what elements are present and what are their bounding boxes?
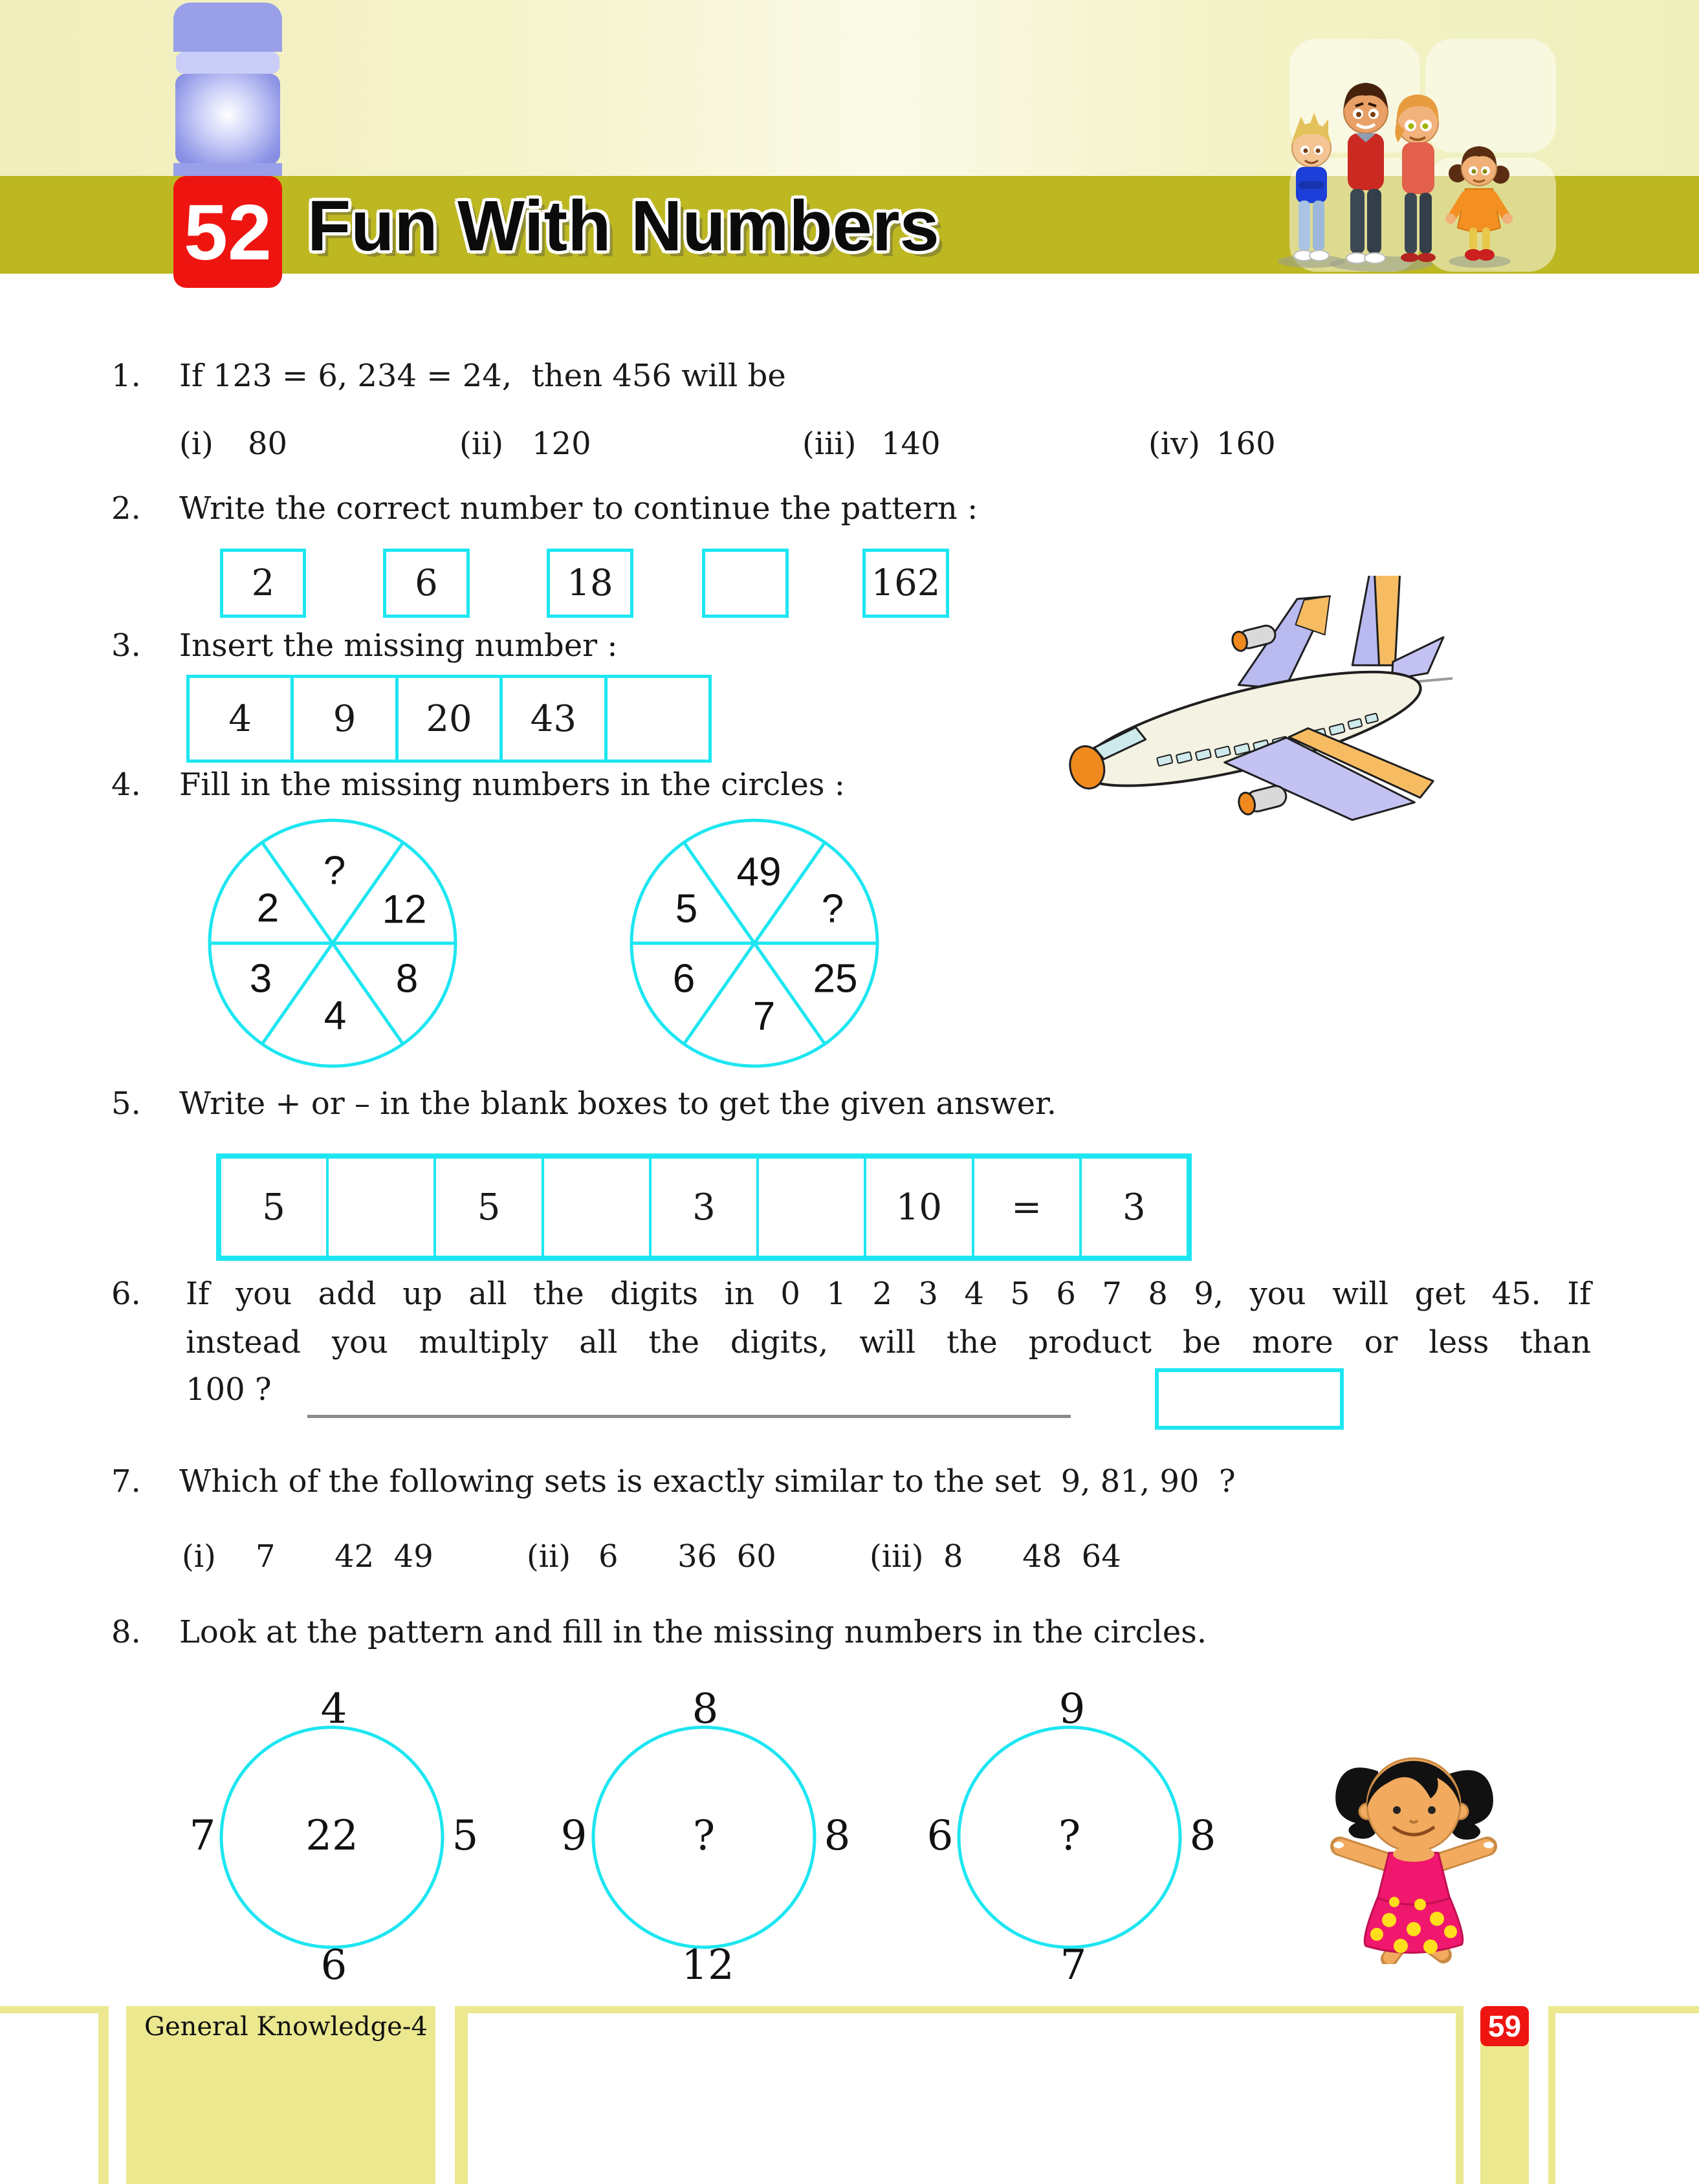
q3-cell-1 [190, 678, 290, 759]
q2-text: Write the correct number to continue the pattern : [179, 490, 978, 527]
footer-strip-middle-left [455, 2006, 468, 2184]
chapter-number: 52 [184, 188, 272, 276]
q4-circle1-top-missing[interactable]: ? [323, 848, 346, 893]
chapter-title: Fun With Numbers [307, 186, 939, 266]
q1-option-i-label: (i) [179, 426, 214, 462]
q2-box-3-value: 18 [567, 562, 613, 604]
q4-circle2-missing[interactable]: ? [821, 886, 844, 932]
q5-cell-9 [1079, 1159, 1187, 1256]
airplane-illustration [1051, 576, 1452, 844]
q3-cell-blank[interactable] [604, 678, 708, 759]
q2-pattern-box-5 [862, 549, 949, 618]
q8-number: 8. [111, 1614, 141, 1650]
chapter-number-badge [173, 176, 282, 288]
q4-circle2-upper-left: 5 [675, 886, 698, 932]
q5-cell-1-value: 5 [262, 1186, 285, 1228]
q8-circleB-right: 8 [824, 1812, 851, 1860]
q3-number-strip [186, 675, 712, 763]
q3-text: Insert the missing number : [179, 628, 618, 664]
q5-cell-blank-3[interactable] [756, 1159, 864, 1256]
q8-circleB-bottom: 12 [681, 1941, 734, 1989]
q2-pattern-box-3 [547, 549, 633, 618]
q4-circle2-top: 49 [736, 849, 782, 895]
q2-box-5-value: 162 [871, 562, 941, 604]
q5-cell-5-value: 3 [692, 1186, 716, 1228]
footer-bar-left [0, 2006, 102, 2013]
q5-cell-7 [864, 1159, 971, 1256]
q5-equation-strip [216, 1153, 1192, 1261]
family-illustration [1252, 34, 1575, 278]
q5-cell-3 [433, 1159, 541, 1256]
q7-option-ii-label: (ii) [527, 1538, 571, 1575]
q8-circleB-missing[interactable]: ? [692, 1812, 716, 1860]
q5-text: Write + or – in the blank boxes to get the given answer. [179, 1086, 1057, 1122]
q2-box-2-value: 6 [415, 562, 438, 604]
q6-answer-line[interactable] [307, 1415, 1071, 1418]
q3-cell-2-value: 9 [333, 697, 356, 740]
page-number-badge [1480, 2006, 1529, 2046]
q7-option-iii-label: (iii) [870, 1538, 924, 1575]
q8-circleA-top: 4 [320, 1685, 347, 1733]
q5-cell-1 [221, 1159, 326, 1256]
q5-number: 5. [111, 1086, 141, 1122]
q4-circle2-bottom: 7 [752, 994, 776, 1039]
pencil-tab-decoration [173, 3, 282, 176]
footer-strip-middle-right [1456, 2006, 1463, 2184]
q6-answer-box[interactable] [1155, 1368, 1344, 1430]
footer-page-column [1480, 2043, 1529, 2184]
q2-pattern-box-blank[interactable] [702, 549, 789, 618]
page-number: 59 [1487, 2009, 1522, 2043]
q8-circleA-left: 7 [189, 1812, 216, 1860]
pencil-tab-top [173, 3, 282, 52]
q7-number: 7. [111, 1463, 141, 1500]
q3-cell-3 [395, 678, 499, 759]
q4-circle1-bottom: 4 [323, 993, 347, 1038]
q1-option-iv-value[interactable]: 160 [1216, 426, 1276, 462]
q2-pattern-box-1 [220, 549, 306, 618]
footer-book-title: General Knowledge-4 [144, 2012, 428, 2042]
q1-option-i-value[interactable]: 80 [248, 426, 288, 462]
footer-bar-middle [455, 2006, 1456, 2013]
q4-circle2-lower-right: 25 [813, 956, 858, 1001]
q6-text-line2: instead you multiply all the digits, will the product be more or less than [186, 1324, 1591, 1360]
q8-circleC-missing[interactable]: ? [1058, 1812, 1081, 1860]
q6-text-line1: If you add up all the digits in 0 1 2 3 4 5 6 7 8 9, you will get 45. If [186, 1276, 1591, 1312]
q5-cell-7-value: 10 [895, 1186, 943, 1228]
q8-circleC-bottom: 7 [1060, 1941, 1087, 1989]
q7-text: Which of the following sets is exactly similar to the set 9, 81, 90 ? [179, 1463, 1236, 1500]
q8-circleC-left: 6 [926, 1812, 954, 1860]
q3-cell-4 [499, 678, 604, 759]
q3-number: 3. [111, 628, 141, 664]
q5-cell-3-value: 5 [477, 1186, 501, 1228]
q7-option-iii-values[interactable]: 8 48 64 [943, 1538, 1121, 1575]
pencil-tab-bottom [173, 163, 282, 176]
q5-cell-equals [972, 1159, 1079, 1256]
q4-circle1-upper-left: 2 [256, 886, 280, 931]
q4-text: Fill in the missing numbers in the circles : [179, 767, 845, 803]
q7-option-ii-values[interactable]: 6 36 60 [598, 1538, 776, 1575]
q8-circleA-right: 5 [452, 1812, 479, 1860]
q1-text: If 123 = 6, 234 = 24, then 456 will be [179, 358, 786, 394]
q6-text-line3: 100 ? [186, 1371, 272, 1408]
q5-cell-blank-1[interactable] [326, 1159, 433, 1256]
q4-number: 4. [111, 767, 141, 803]
q8-circleC-top: 9 [1058, 1685, 1086, 1733]
q2-pattern-box-2 [383, 549, 470, 618]
q6-number: 6. [111, 1276, 141, 1312]
q7-option-i-label: (i) [182, 1538, 216, 1575]
footer-bar-right [1548, 2006, 1699, 2013]
q2-number: 2. [111, 490, 141, 527]
footer-strip-left [98, 2006, 109, 2184]
q5-cell-5 [649, 1159, 756, 1256]
q3-cell-2 [290, 678, 395, 759]
q4-circle1-lower-right: 8 [395, 956, 419, 1001]
q1-option-ii-value[interactable]: 120 [532, 426, 591, 462]
q4-circle1-upper-right: 12 [382, 887, 427, 932]
q2-box-1-value: 2 [251, 562, 275, 604]
q4-circle1-lower-left: 3 [249, 956, 272, 1001]
q8-circleB-left: 9 [560, 1812, 587, 1860]
footer-strip-right [1548, 2006, 1555, 2184]
q3-cell-1-value: 4 [228, 697, 252, 740]
q8-circleA-center: 22 [305, 1812, 358, 1860]
q1-option-iii-value[interactable]: 140 [881, 426, 941, 462]
q3-cell-4-value: 43 [530, 697, 577, 740]
q4-circle2-lower-left: 6 [672, 956, 696, 1001]
q1-option-iii-label: (iii) [802, 426, 857, 462]
q8-circleB-top: 8 [692, 1685, 719, 1733]
q1-option-ii-label: (ii) [459, 426, 504, 462]
q3-cell-3-value: 20 [426, 697, 472, 740]
q4-sector-circles [194, 813, 893, 1074]
q8-text: Look at the pattern and fill in the missing numbers in the circles. [179, 1614, 1207, 1650]
q5-cell-blank-2[interactable] [542, 1159, 649, 1256]
q5-cell-8-value: = [1011, 1186, 1042, 1228]
q5-cell-9-value: 3 [1123, 1186, 1146, 1228]
q7-option-i-values[interactable]: 7 42 49 [256, 1538, 433, 1575]
q1-number: 1. [111, 358, 141, 394]
q8-circleC-right: 8 [1189, 1812, 1216, 1860]
q1-option-iv-label: (iv) [1148, 426, 1200, 462]
q8-circleA-bottom: 6 [320, 1941, 347, 1989]
girl-illustration [1317, 1726, 1511, 1964]
pencil-tab-gloss [175, 74, 280, 164]
pencil-tab-band [176, 52, 280, 74]
